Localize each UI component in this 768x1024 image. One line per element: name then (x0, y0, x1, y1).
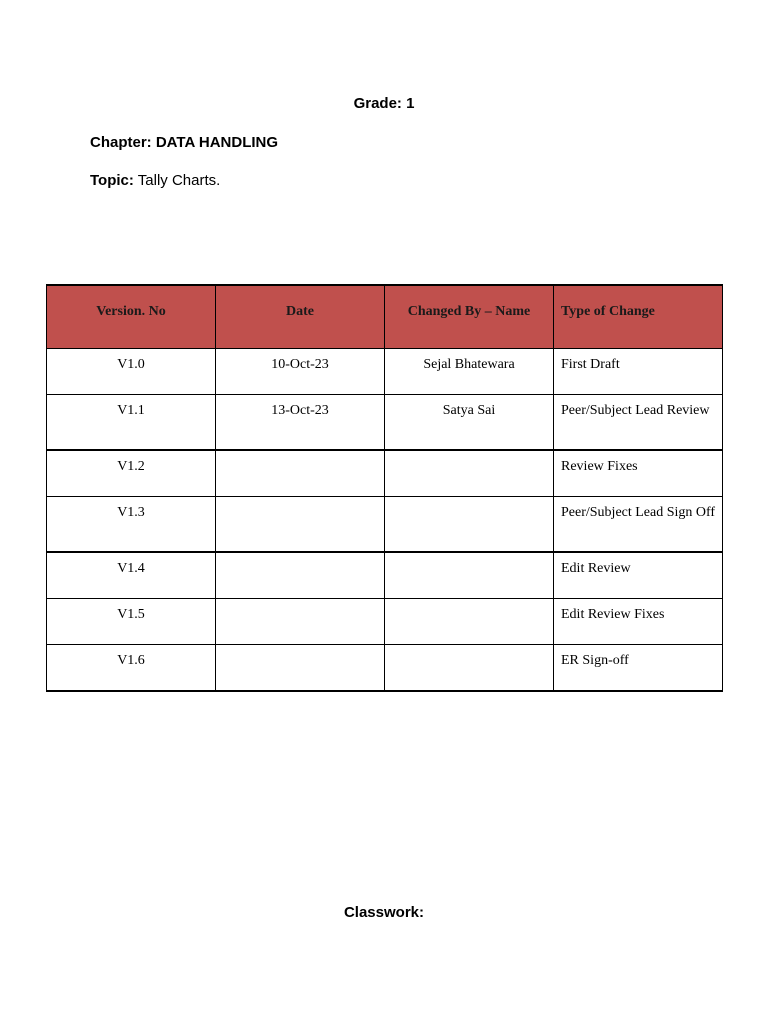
chapter-value: DATA HANDLING (155, 134, 279, 151)
changed-by-cell: Sejal Bhatewara (385, 349, 554, 395)
date-cell (216, 450, 385, 497)
table-row (47, 645, 723, 692)
changed-by-cell (385, 497, 554, 553)
type-cell: Peer/Subject Lead Review (554, 395, 723, 451)
type-cell: Edit Review Fixes (554, 599, 723, 645)
version-cell: V1.2 (47, 450, 216, 497)
grade-heading: Grade: 1 (353, 95, 415, 112)
version-cell: V1.5 (47, 599, 216, 645)
date-cell (216, 552, 385, 599)
column-header-type: Type of Change (554, 285, 723, 349)
date-cell (216, 645, 385, 692)
topic-label: Topic: (90, 172, 134, 189)
changed-by-cell (385, 599, 554, 645)
classwork-heading: Classwork: (343, 904, 425, 921)
changed-by-cell: Satya Sai (385, 395, 554, 451)
topic-value: Tally Charts. (137, 172, 221, 189)
date-cell (216, 599, 385, 645)
date-cell: 13-Oct-23 (216, 395, 385, 451)
version-cell: V1.0 (47, 349, 216, 395)
table-row (47, 599, 723, 645)
type-cell: ER Sign-off (554, 645, 723, 692)
changed-by-cell (385, 450, 554, 497)
table-row (47, 497, 723, 553)
table-header-row (47, 285, 723, 349)
column-header-changed-by: Changed By – Name (385, 285, 554, 349)
table-row (47, 450, 723, 497)
table-row (47, 552, 723, 599)
table-row (47, 349, 723, 395)
version-cell: V1.4 (47, 552, 216, 599)
type-cell: Review Fixes (554, 450, 723, 497)
column-header-date: Date (216, 285, 385, 349)
version-cell: V1.3 (47, 497, 216, 553)
column-header-version: Version. No (47, 285, 216, 349)
topic-line (90, 172, 220, 189)
type-cell: First Draft (554, 349, 723, 395)
chapter-label: Chapter: (90, 134, 152, 151)
changed-by-cell (385, 645, 554, 692)
version-history-table (46, 284, 723, 692)
type-cell: Peer/Subject Lead Sign Off (554, 497, 723, 553)
type-cell: Edit Review (554, 552, 723, 599)
version-cell: V1.6 (47, 645, 216, 692)
changed-by-cell (385, 552, 554, 599)
table-row (47, 395, 723, 451)
date-cell (216, 497, 385, 553)
version-cell: V1.1 (47, 395, 216, 451)
date-cell: 10-Oct-23 (216, 349, 385, 395)
chapter-line (90, 134, 278, 151)
